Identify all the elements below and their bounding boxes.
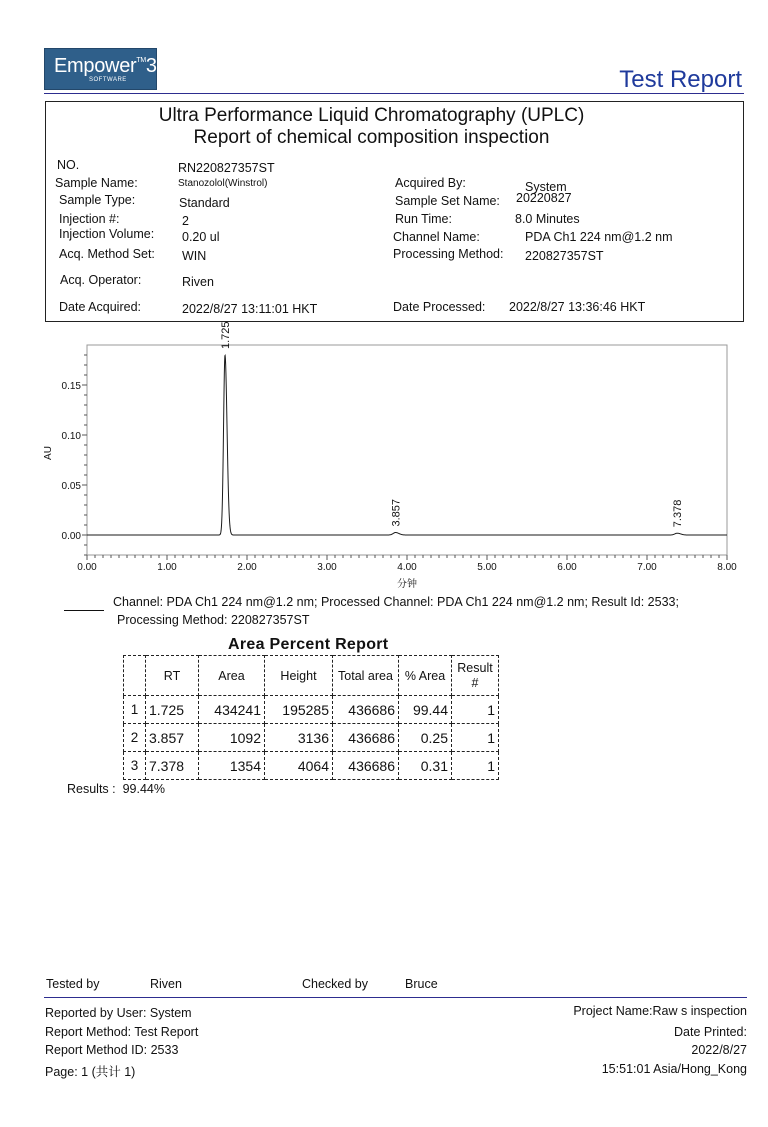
cell-total-area: 436686	[333, 724, 399, 752]
x-axis-tick-label: 2.00	[237, 562, 257, 573]
acq-method-value: WIN	[182, 249, 207, 263]
document-title-line1: Ultra Performance Liquid Chromatography (UPLC)	[158, 105, 585, 126]
document-title-line2: Report of chemical composition inspection	[193, 127, 550, 148]
channel-name-label: Channel Name:	[393, 230, 480, 244]
y-axis-tick-label: 0.00	[61, 531, 81, 542]
peak-label: 1.725	[220, 321, 232, 349]
sample-name-value: Stanozolol(Winstrol)	[178, 178, 268, 189]
tested-by-value: Riven	[150, 977, 182, 991]
x-axis-tick-label: 7.00	[637, 562, 657, 573]
cell-height: 3136	[265, 724, 333, 752]
sample-set-label: Sample Set Name:	[395, 194, 500, 208]
x-axis-tick-label: 0.00	[77, 562, 97, 573]
sample-type-value: Standard	[179, 196, 230, 210]
x-axis-tick-label: 6.00	[557, 562, 577, 573]
y-axis-label: AU	[43, 446, 54, 460]
date-processed-label: Date Processed:	[393, 300, 486, 314]
run-time-value: 8.0 Minutes	[515, 212, 580, 226]
column-header-area: Area	[199, 656, 265, 696]
date-acquired-label: Date Acquired:	[59, 300, 141, 314]
column-header-height: Height	[265, 656, 333, 696]
checked-by-label: Checked by	[302, 977, 369, 991]
x-axis-tick-label: 1.00	[157, 562, 177, 573]
page-number: Page: 1 (共计 1)	[45, 1065, 136, 1079]
logo-superscript: TM	[136, 57, 146, 64]
logo-version: 3	[145, 55, 157, 77]
results-label: Results :	[67, 782, 116, 796]
cell-percent-area: 0.25	[399, 724, 452, 752]
run-time-label: Run Time:	[395, 212, 452, 226]
column-header-total-area: Total area	[333, 656, 399, 696]
y-axis	[62, 355, 87, 555]
footer-divider	[44, 997, 747, 998]
empower-logo	[44, 48, 157, 90]
area-percent-report-title: Area Percent Report	[228, 636, 389, 653]
reported-by-user: Reported by User: System	[45, 1006, 192, 1020]
report-method-id: Report Method ID: 2533	[45, 1043, 179, 1057]
no-value: RN220827357ST	[178, 161, 275, 175]
x-axis	[77, 555, 737, 573]
table-row	[124, 724, 499, 752]
results-summary	[67, 782, 165, 796]
y-axis-tick-label: 0.10	[61, 431, 81, 442]
injection-number-label: Injection #:	[59, 212, 120, 226]
date-printed-label: Date Printed:	[674, 1025, 747, 1039]
y-axis-tick-label: 0.15	[61, 381, 81, 392]
row-index: 2	[124, 724, 146, 752]
cell-percent-area: 0.31	[399, 752, 452, 780]
date-printed-date: 2022/8/27	[691, 1043, 747, 1057]
cell-percent-area: 99.44	[399, 696, 452, 724]
header-divider	[44, 93, 744, 94]
column-header-index	[124, 656, 146, 696]
injection-number-value: 2	[182, 214, 189, 228]
cell-rt: 1.725	[146, 696, 199, 724]
cell-result-number: 1	[452, 752, 499, 780]
acquired-by-label: Acquired By:	[395, 176, 466, 190]
sample-set-value: 20220827	[516, 191, 572, 205]
date-processed-value: 2022/8/27 13:36:46 HKT	[509, 300, 646, 314]
logo-subtitle: SOFTWARE	[89, 77, 127, 83]
chromatogram-chart	[0, 321, 768, 590]
cell-height: 195285	[265, 696, 333, 724]
acq-method-label: Acq. Method Set:	[59, 247, 155, 261]
table-row	[124, 696, 499, 724]
legend-line-swatch	[64, 610, 104, 611]
table-row	[124, 752, 499, 780]
area-percent-table	[123, 655, 499, 780]
acq-operator-value: Riven	[182, 275, 214, 289]
plot-frame	[87, 345, 727, 555]
channel-name-value: PDA Ch1 224 nm@1.2 nm	[525, 230, 673, 244]
cell-rt: 3.857	[146, 724, 199, 752]
cell-height: 4064	[265, 752, 333, 780]
processing-method-value: 220827357ST	[525, 249, 604, 263]
peak-label: 3.857	[390, 498, 403, 527]
row-index: 3	[124, 752, 146, 780]
cell-result-number: 1	[452, 696, 499, 724]
legend-processing-method: Processing Method: 220827357ST	[117, 613, 310, 627]
no-label: NO.	[57, 158, 80, 172]
legend-channel-info: Channel: PDA Ch1 224 nm@1.2 nm; Processed Channel: PDA Ch1 224 nm@1.2 nm; Result Id: 2533;	[113, 595, 679, 609]
column-header-rt: RT	[146, 656, 199, 696]
column-header-percent-area: % Area	[399, 656, 452, 696]
injection-volume-value: 0.20 ul	[182, 230, 220, 244]
cell-result-number: 1	[452, 724, 499, 752]
sample-type-label: Sample Type:	[59, 193, 136, 207]
peak-labels	[220, 321, 684, 527]
column-header-result-number: Result #	[452, 656, 499, 696]
date-acquired-value: 2022/8/27 13:11:01 HKT	[182, 302, 318, 316]
row-index: 1	[124, 696, 146, 724]
report-method: Report Method: Test Report	[45, 1025, 199, 1039]
report-title: Test Report	[619, 66, 742, 93]
processing-method-label: Processing Method:	[393, 247, 504, 261]
acquired-by-value: System	[525, 180, 567, 194]
injection-volume-label: Injection Volume:	[59, 227, 155, 241]
peak-label: 7.378	[672, 499, 685, 528]
x-axis-tick-label: 8.00	[717, 562, 737, 573]
results-value: 99.44%	[122, 782, 165, 796]
cell-rt: 7.378	[146, 752, 199, 780]
chromatogram-trace	[87, 355, 727, 535]
x-axis-tick-label: 4.00	[397, 562, 417, 573]
x-axis-tick-label: 3.00	[317, 562, 337, 573]
acq-operator-label: Acq. Operator:	[60, 273, 142, 287]
cell-total-area: 436686	[333, 696, 399, 724]
cell-area: 434241	[199, 696, 265, 724]
tested-by-label: Tested by	[46, 977, 100, 991]
x-axis-label: 分钟	[397, 579, 417, 590]
project-name: Project Name:Raw s inspection	[573, 1004, 747, 1018]
cell-total-area: 436686	[333, 752, 399, 780]
sample-name-label: Sample Name:	[55, 176, 138, 190]
date-printed-time: 15:51:01 Asia/Hong_Kong	[601, 1062, 747, 1076]
cell-area: 1092	[199, 724, 265, 752]
checked-by-value: Bruce	[405, 977, 438, 991]
cell-area: 1354	[199, 752, 265, 780]
x-axis-tick-label: 5.00	[477, 562, 497, 573]
logo-text: Empower	[54, 55, 137, 77]
y-axis-tick-label: 0.05	[61, 481, 81, 492]
table-header-row	[124, 656, 499, 696]
